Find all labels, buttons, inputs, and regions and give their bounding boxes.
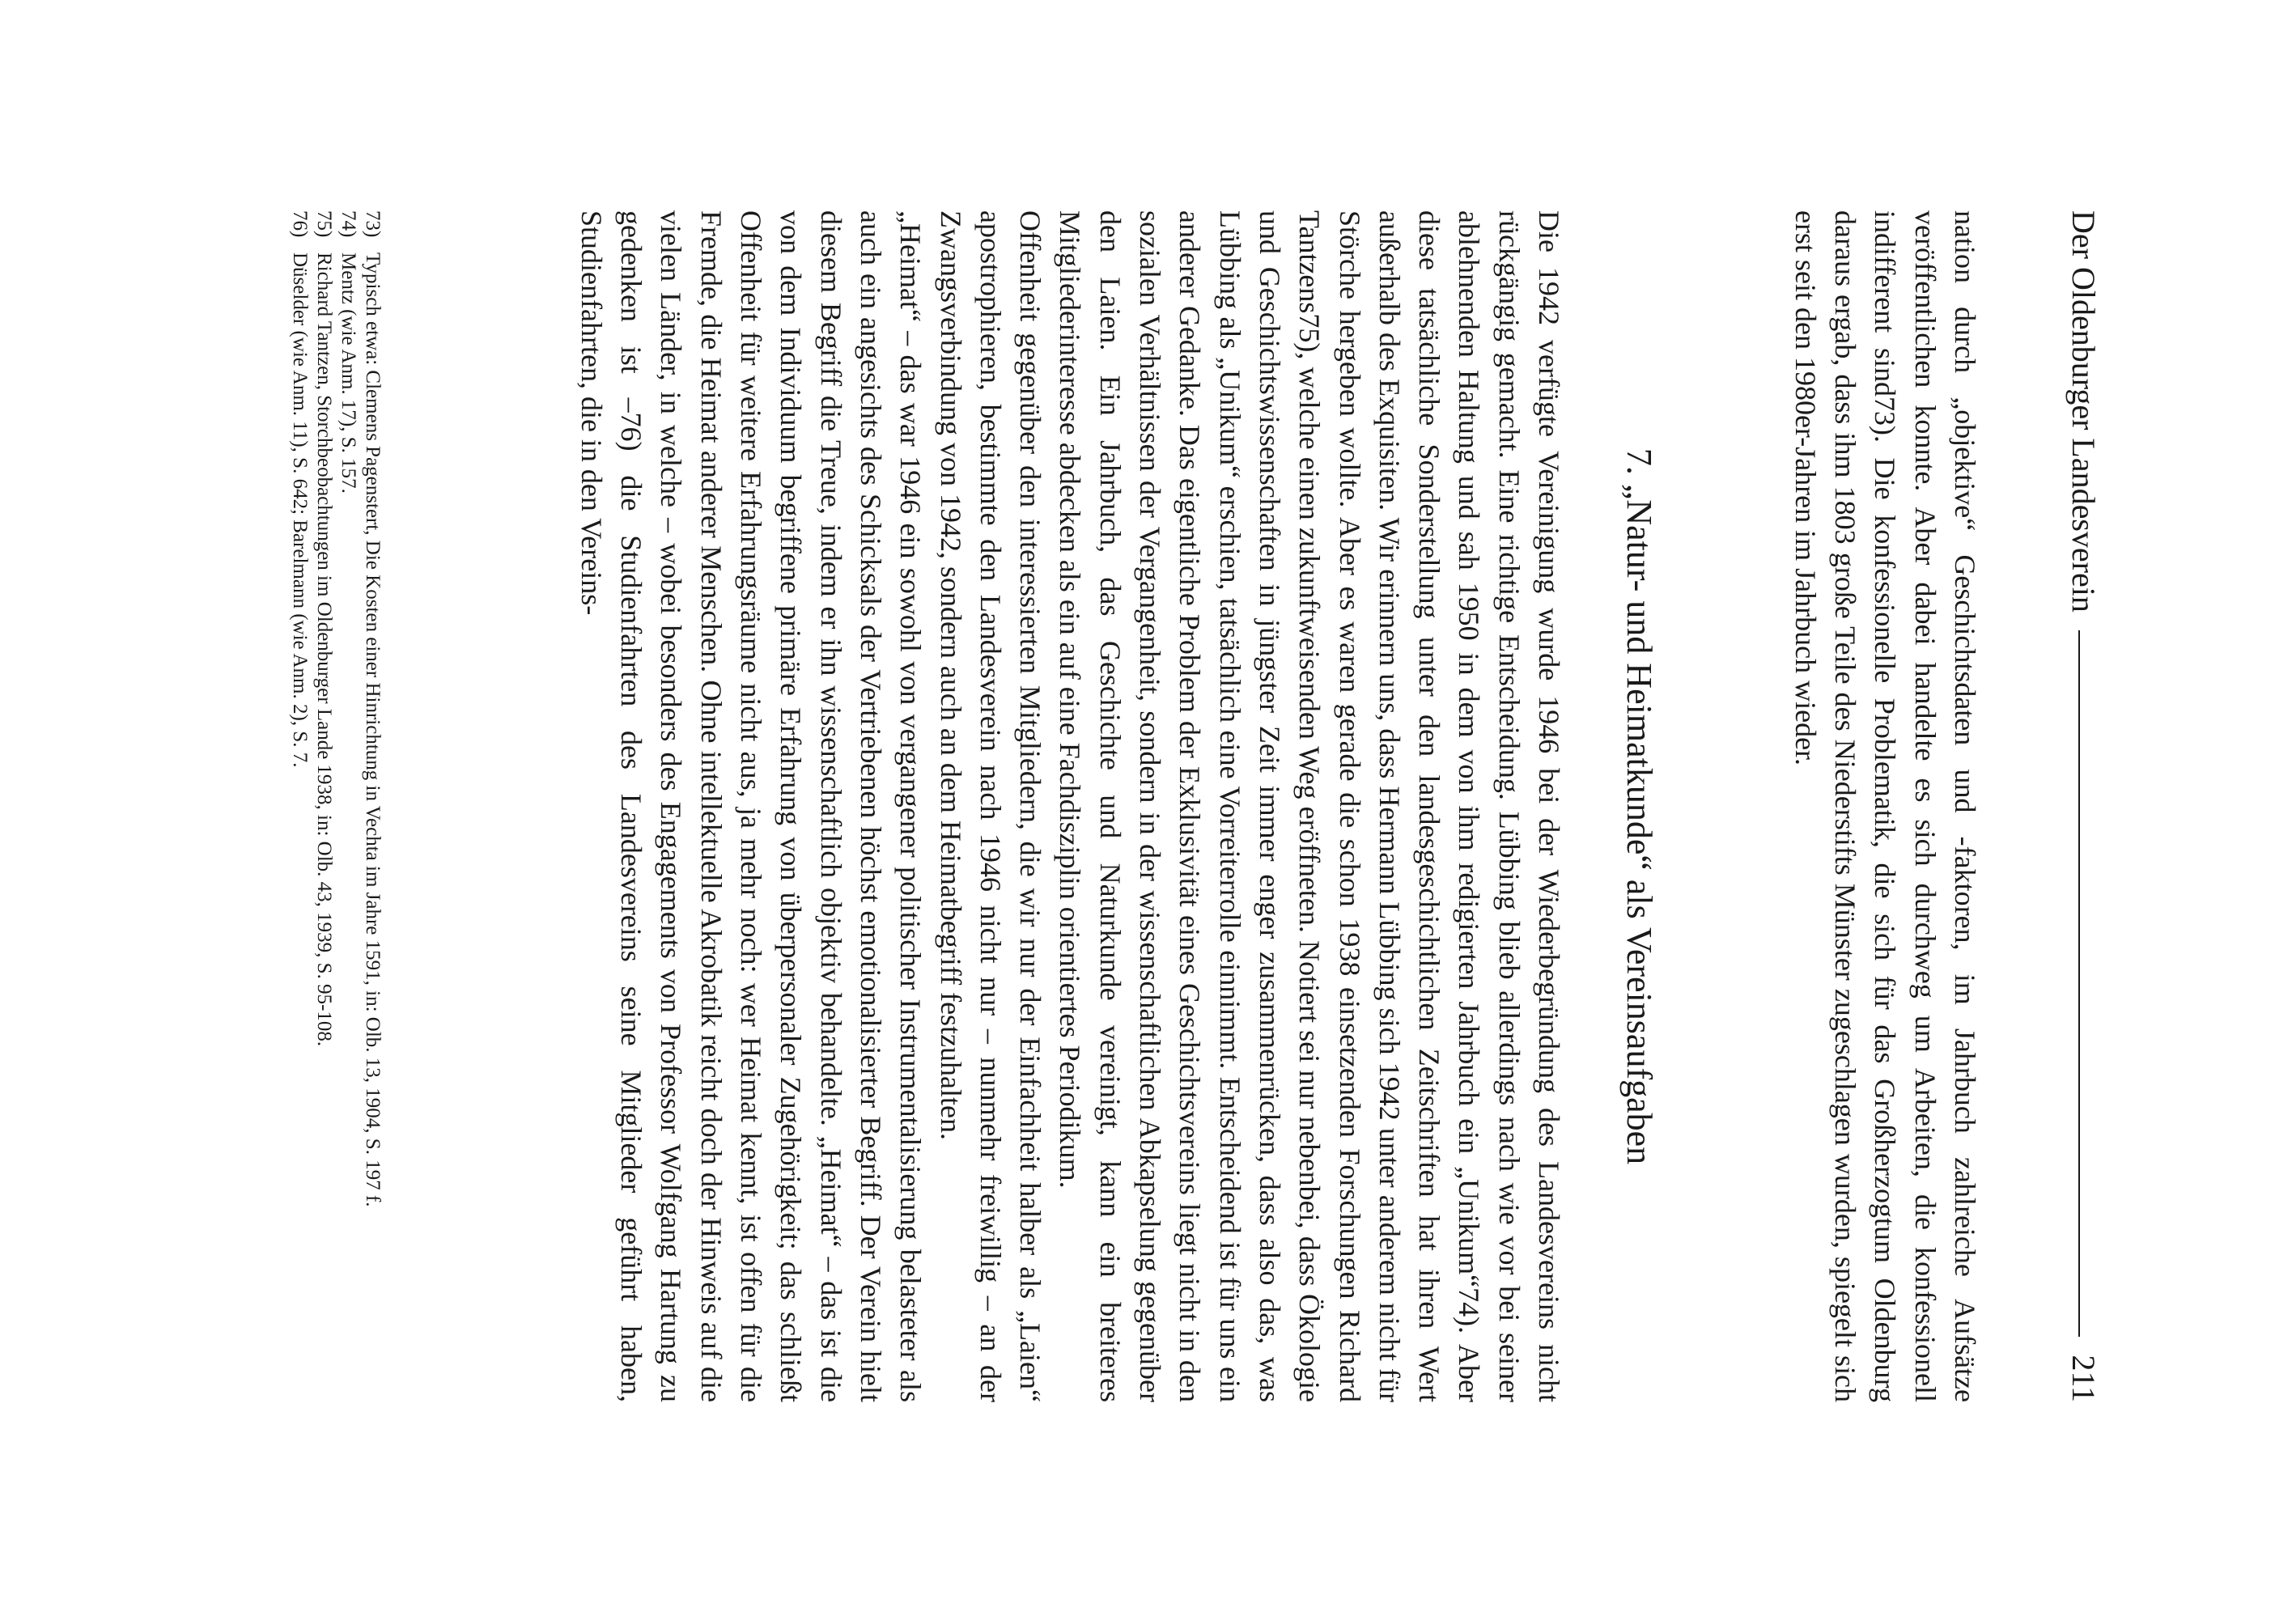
running-title: Der Oldenburger Landesverein [2065,210,2102,613]
footnote [312,210,336,1402]
section-body [571,210,1568,1402]
footnote [336,210,360,1402]
intro-text [1785,210,1984,1402]
footnote-number: 76) [289,210,311,238]
paragraph: „Heimat“ – das war 1946 ein sowohl von vergangener politischer Instrumentalisierung belasteter als auch ein angesichts des Schicksals der Vertriebenen höchst emotionalisierter Begriff. Der Verein hielt diesem Begriff die Treue, indem er ihn wissenschaftlich objektiv behandelte. „Heimat“ – das ist die von dem Individuum begriffene primäre Erfahrung von überpersonaler Zugehörigkeit; das schließt Offenheit für weitere Erfahrungsräume nicht aus, ja mehr noch: wer Heimat kennt, ist offen für die Fremde, die Heimat anderer Menschen. Ohne intellektuelle Akrobatik reicht doch der Hinweis auf die vielen Länder, in welche – wobei besonders des Engagements von Professor Wolfgang Hartung zu gedenken ist –76) die Studienfahrten des Landesvereins seine Mitglieder geführt haben, Studienfahrten, die in den Vereins- [575,210,927,1402]
footnote-number: 75) [313,210,335,238]
paragraph: Die 1942 verfügte Vereinigung wurde 1946 bei der Wiederbegründung des Landesvereins nicht rückgängig gemacht. Eine richtige Entscheidung. Lübbing blieb allerdings nach wie vor bei seiner ablehnenden Haltung und sah 1950 in dem von ihm redigierten Jahrbuch ein „Unikum“74). Aber diese tatsächliche Sonderstellung unter den landesgeschichtlichen Zeitschriften hat ihren Wert außerhalb des Exquisiten. Wir erinnern uns, dass Hermann Lübbing sich 1942 unter anderem nicht für Störche hergeben wollte. Aber es waren gerade die schon 1938 einsetzenden Forschungen Richard Tantzens75), welche einen zukunftweisenden Weg eröffneten. Notiert sei nur nebenbei, dass Ökologie und Geschichtswissenschaften in jüngster Zeit immer enger zusammenrücken, dass also das, was Lübbing als „Unikum“ erschien, tatsächlich eine Vorreiterrolle einnimmt. Entscheidend ist für uns ein anderer Gedanke. Das eigentliche Problem der Exklusivität eines Geschichtsvereins liegt nicht in den sozialen Verhältnissen der Vergangenheit, sondern in der wissenschaftlichen Abkapselung gegenüber den Laien. Ein Jahrbuch, das Geschichte und Naturkunde vereinigt, kann ein breiteres Mitgliederinteresse abdecken als ein auf eine Fachdisziplin orientiertes Periodikum. [1054,210,1565,1402]
page-number: 211 [2065,1355,2102,1402]
footnote [287,210,312,1402]
footnote-number: 74) [337,210,359,238]
footnote-text: Typisch etwa: Clemens Pagenstert, Die Kosten einer Hinrichtung in Vechta im Jahre 1591, in: Olb. 13, 1904, S. 197 f. [362,252,384,1207]
header-rule [2078,630,2080,1338]
paragraph: Offenheit gegenüber den interessierten Mitgliedern, die wir nur der Einfachheit halber als „Laien“ apostrophieren, bestimmte den Landesverein nach 1946 nicht nur – nunmehr freiwillig – an der Zwangsverbindung von 1942, sondern auch an dem Heimatbegriff festzuhalten. [934,210,1047,1402]
section-heading: 7. „Natur- und Heimatkunde“ als Vereinsaufgaben [1619,447,1659,1165]
footnote-text: Mentz (wie Anm. 17), S. 157. [337,252,359,494]
paragraph: nation durch „objektive“ Geschichtsdaten und -faktoren, im Jahrbuch zahlreiche Aufsätze veröffentlichen konnte. Aber dabei handelte es sich durchweg um Arbeiten, die konfessionell indifferent sind73). Die konfessionelle Problematik, die sich für das Großherzogtum Oldenburg daraus ergab, dass ihm 1803 große Teile des Niederstifts Münster zugeschlagen wurden, spiegelt sich erst seit den 1980er-Jahren im Jahrbuch wieder. [1789,210,1981,1402]
footnote-text: Richard Tantzen, Storchbeobachtungen im Oldenburger Lande 1938, in: Olb. 43, 1939, S. 95-108. [313,252,335,1047]
footnote-number: 73) [362,210,384,238]
footnote-text: Düselder (wie Anm. 11), S. 642; Barelmann (wie Anm. 2), S. 7. [289,252,311,768]
footnotes [287,210,384,1402]
footnote [360,210,384,1402]
running-header [2067,210,2112,1402]
